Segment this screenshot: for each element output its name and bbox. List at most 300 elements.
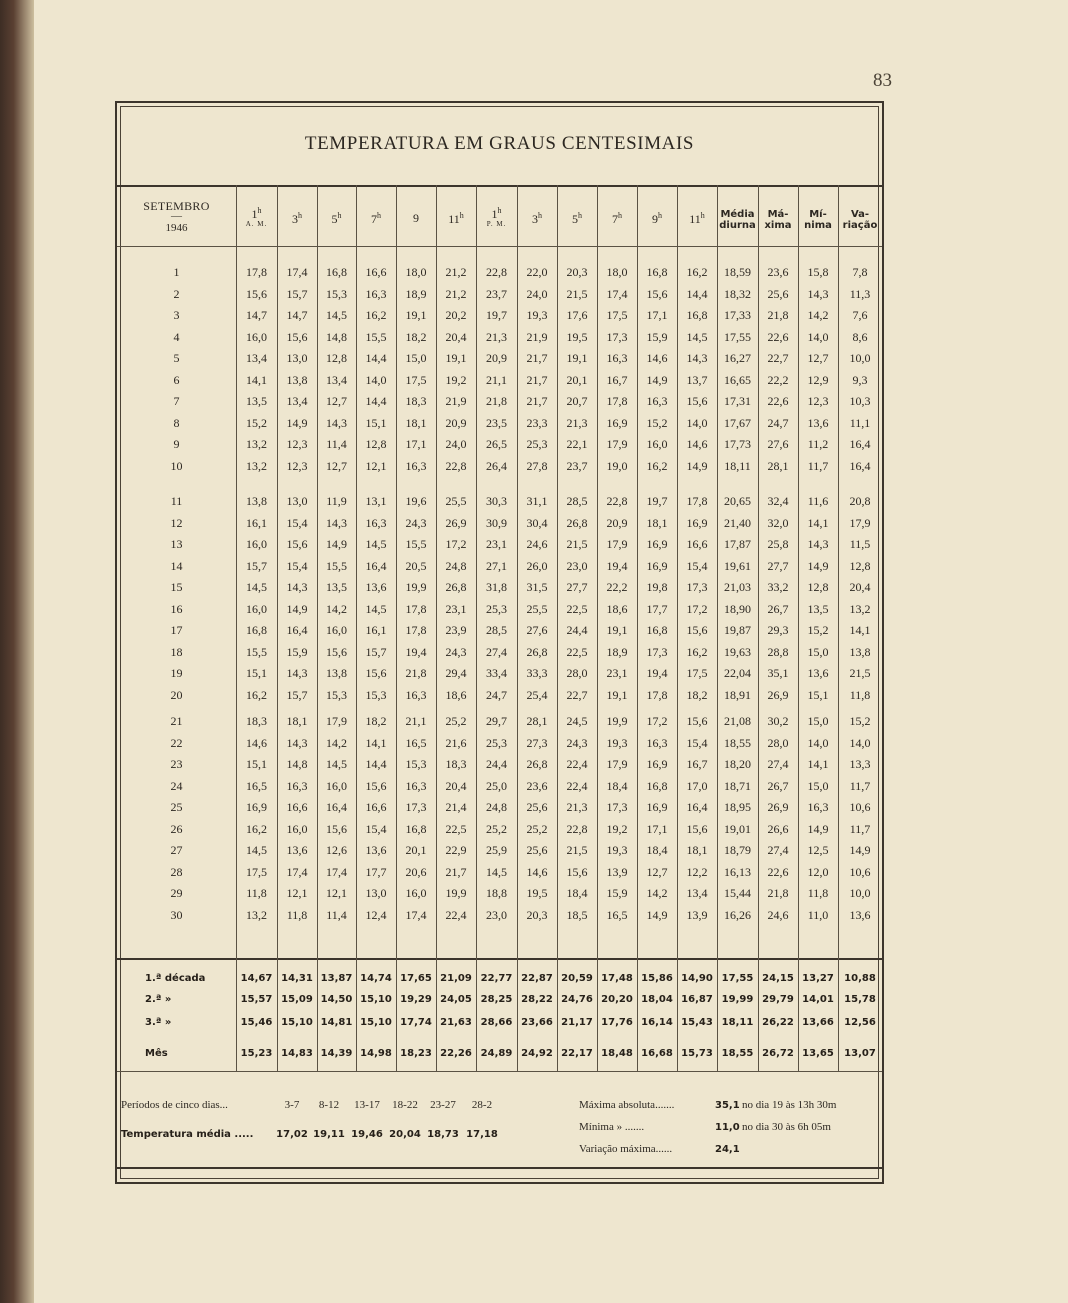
summary-cell: 21,09 (440, 973, 472, 984)
table-cell: 18,3 (405, 394, 427, 408)
table-cell: 12,9 (807, 372, 829, 387)
table-cell: 20,9 (606, 515, 628, 530)
table-cell: 16,7 (606, 372, 628, 387)
table-cell: 16,6 (365, 265, 387, 279)
table-cell: 21,3 (566, 800, 588, 814)
summary-cell: 14,81 (320, 1017, 353, 1028)
row-day: 24 (170, 778, 183, 793)
row-day: 7 (173, 394, 180, 408)
table-cell: 16,0 (246, 329, 267, 344)
table-cell: 23,3 (526, 415, 548, 430)
header-hour-sup: h (257, 206, 262, 215)
table-cell: 17,3 (606, 329, 628, 344)
table-cell: 13,8 (326, 666, 347, 680)
header-hour-sup: h (658, 211, 662, 220)
table-cell: 23,7 (486, 286, 507, 301)
table-cell: 20,8 (849, 494, 871, 508)
table-cell: 21,7 (526, 351, 548, 365)
table-cell: 16,7 (686, 757, 708, 771)
table-cell: 29,7 (486, 714, 507, 728)
max-abs-label: Máxima absoluta....... (579, 1099, 675, 1111)
summary-cell: 14,83 (281, 1048, 313, 1059)
table-cell: 10,3 (849, 394, 871, 408)
table-frame (115, 101, 884, 1184)
table-cell: 13,8 (849, 644, 871, 659)
table-cell: 13,9 (686, 907, 708, 922)
summary-cell: 18,23 (400, 1048, 432, 1059)
table-cell: 28,5 (486, 623, 507, 637)
row-day: 8 (173, 415, 180, 430)
table-cell: 13,6 (807, 666, 829, 680)
table-cell: 16,8 (646, 623, 668, 637)
table-cell: 32,4 (767, 494, 789, 508)
table-cell: 14,1 (807, 515, 829, 530)
table-cell: 17,2 (686, 601, 708, 616)
table-cell: 18,6 (445, 687, 467, 702)
table-cell: 22,8 (486, 265, 507, 279)
table-cell: 18,71 (724, 778, 751, 793)
table-cell: 21,5 (849, 666, 871, 680)
summary-cell: 15,86 (641, 973, 673, 984)
table-cell: 11,8 (807, 886, 829, 900)
table-cell: 19,1 (445, 351, 467, 365)
table-cell: 17,1 (405, 437, 427, 451)
table-cell: 26,4 (486, 458, 507, 473)
table-cell: 19,3 (606, 735, 628, 750)
table-cell: 16,27 (724, 351, 751, 365)
table-cell: 26,9 (445, 515, 467, 530)
row-day: 5 (173, 351, 180, 365)
table-cell: 24,8 (486, 800, 507, 814)
header-stat-4: Va- riação (842, 209, 878, 231)
table-cell: 18,90 (724, 601, 751, 616)
row-day: 18 (170, 644, 183, 659)
summary-cell: 24,89 (480, 1048, 513, 1059)
table-cell: 16,0 (405, 886, 427, 900)
table-cell: 28,1 (526, 714, 548, 728)
table-cell: 21,1 (405, 714, 427, 728)
table-cell: 17,7 (365, 864, 387, 879)
table-cell: 27,3 (526, 735, 548, 750)
table-cell: 15,2 (246, 415, 267, 430)
table-cell: 26,8 (445, 580, 467, 594)
table-cell: 17,8 (646, 687, 668, 702)
table-cell: 14,1 (849, 623, 871, 637)
header-stat-3: Mí- nima (804, 209, 832, 231)
table-cell: 23,6 (526, 778, 548, 793)
header-bottom-rule (117, 246, 882, 247)
table-cell: 18,1 (405, 415, 427, 430)
table-cell: 18,1 (646, 515, 668, 530)
row-day: 23 (170, 757, 183, 771)
table-cell: 15,5 (246, 644, 267, 659)
period-mean: 17,02 (276, 1129, 308, 1140)
table-cell: 19,6 (405, 494, 427, 508)
table-cell: 11,8 (246, 886, 267, 900)
table-cell: 17,4 (606, 286, 628, 301)
table-cell: 17,4 (286, 864, 308, 879)
table-cell: 22,5 (566, 644, 588, 659)
table-cell: 16,65 (724, 372, 751, 387)
table-cell: 22,4 (566, 757, 588, 771)
summary-cell: 13,07 (844, 1048, 876, 1059)
row-day: 10 (170, 458, 183, 473)
table-cell: 25,6 (526, 800, 548, 814)
table-cell: 17,8 (405, 601, 427, 616)
table-cell: 19,1 (606, 623, 628, 637)
table-cell: 13,3 (849, 757, 871, 771)
table-cell: 24,4 (486, 757, 507, 771)
header-hour-12: 11$^h$ (689, 211, 705, 226)
table-cell: 14,0 (686, 415, 708, 430)
table-cell: 26,6 (767, 821, 789, 836)
table-cell: 13,2 (246, 458, 267, 473)
table-cell: 30,3 (486, 494, 507, 508)
table-cell: 23,7 (566, 458, 588, 473)
table-cell: 25,9 (486, 843, 507, 857)
table-cell: 16,3 (405, 458, 427, 473)
summary-cell: 17,55 (721, 973, 754, 984)
table-cell: 17,8 (246, 265, 267, 279)
table-cell: 17,5 (686, 666, 708, 680)
table-cell: 17,55 (724, 329, 751, 344)
table-cell: 14,5 (365, 537, 387, 551)
period-mean: 17,18 (466, 1129, 498, 1140)
table-cell: 12,8 (807, 580, 829, 594)
header-hour-8: 3$^h$ (532, 211, 542, 226)
table-cell: 16,0 (646, 437, 668, 451)
table-cell: 12,7 (807, 351, 829, 365)
table-cell: 15,0 (807, 714, 829, 728)
table-cell: 21,8 (486, 394, 507, 408)
header-hour-sup: h (377, 211, 381, 220)
table-cell: 15,5 (365, 329, 387, 344)
table-cell: 12,1 (286, 886, 308, 900)
table-cell: 16,8 (405, 821, 427, 836)
table-cell: 18,20 (724, 757, 751, 771)
summary-label: Mês (145, 1048, 168, 1059)
table-cell: 26,7 (767, 778, 789, 793)
table-cell: 20,3 (526, 907, 548, 922)
header-top-rule (117, 185, 882, 187)
table-cell: 17,9 (326, 714, 347, 728)
table-cell: 15,6 (286, 329, 308, 344)
table-cell: 16,3 (365, 515, 387, 530)
table-cell: 14,8 (286, 757, 308, 771)
table-cell: 14,0 (849, 735, 871, 750)
table-cell: 11,4 (326, 437, 347, 451)
row-day: 20 (170, 687, 183, 702)
table-cell: 18,6 (606, 601, 628, 616)
table-cell: 21,03 (724, 580, 751, 594)
table-cell: 15,1 (365, 415, 387, 430)
row-day: 16 (170, 601, 183, 616)
summary-cell: 15,73 (681, 1048, 713, 1059)
summary-cell: 16,87 (681, 994, 713, 1005)
summary-cell: 14,39 (320, 1048, 353, 1059)
table-cell: 26,7 (767, 601, 789, 616)
summary-cell: 28,66 (480, 1017, 513, 1028)
table-cell: 15,4 (365, 821, 387, 836)
table-cell: 26,8 (526, 757, 548, 771)
table-cell: 8,6 (852, 329, 868, 344)
table-cell: 20,2 (445, 308, 467, 322)
table-cell: 27,1 (486, 558, 507, 573)
table-cell: 22,8 (606, 494, 628, 508)
table-cell: 16,9 (686, 515, 708, 530)
table-cell: 12,6 (326, 843, 347, 857)
table-cell: 19,7 (486, 308, 507, 322)
table-cell: 16,4 (849, 437, 871, 451)
min-label: Mínima » ....... (579, 1121, 645, 1133)
table-cell: 14,4 (365, 757, 387, 771)
table-cell: 30,9 (486, 515, 507, 530)
table-cell: 24,3 (566, 735, 588, 750)
table-cell: 19,2 (606, 821, 628, 836)
table-cell: 14,3 (286, 735, 308, 750)
summary-label: 3.ª » (145, 1017, 172, 1028)
table-cell: 16,3 (405, 778, 427, 793)
table-cell: 16,2 (365, 308, 387, 322)
table-cell: 22,04 (724, 666, 751, 680)
table-cell: 21,5 (566, 286, 588, 301)
table-cell: 15,3 (326, 286, 347, 301)
table-cell: 27,8 (526, 458, 548, 473)
header-hour-1: 1$^h$ (251, 206, 262, 221)
summary-cell: 14,90 (681, 973, 713, 984)
period-range: 3-7 (284, 1099, 300, 1111)
period-range: 13-17 (354, 1099, 380, 1111)
table-cell: 17,9 (849, 515, 871, 530)
table-cell: 14,6 (646, 351, 668, 365)
table-cell: 20,6 (405, 864, 427, 879)
header-hour-3: 5$^h$ (331, 211, 342, 226)
summary-cell: 18,04 (641, 994, 673, 1005)
table-cell: 15,6 (326, 644, 347, 659)
table-cell: 12,1 (326, 886, 347, 900)
table-cell: 12,2 (686, 864, 708, 879)
row-day: 29 (170, 886, 183, 900)
table-cell: 33,3 (526, 666, 548, 680)
table-cell: 16,2 (686, 265, 708, 279)
row-day: 26 (170, 821, 183, 836)
table-cell: 18,1 (286, 714, 308, 728)
table-cell: 33,2 (767, 580, 789, 594)
table-cell: 25,4 (526, 687, 548, 702)
row-day: 9 (173, 437, 180, 451)
table-cell: 15,6 (365, 666, 387, 680)
summary-cell: 15,10 (281, 1017, 313, 1028)
table-cell: 19,4 (646, 666, 668, 680)
table-cell: 16,6 (365, 800, 387, 814)
summary-cell: 18,55 (721, 1048, 754, 1059)
row-day: 3 (173, 308, 180, 322)
table-cell: 12,7 (326, 394, 347, 408)
table-cell: 15,6 (686, 623, 708, 637)
table-cell: 13,6 (365, 843, 387, 857)
max-abs-when: no dia 19 às 13h 30m (742, 1099, 837, 1111)
table-cell: 19,7 (646, 494, 668, 508)
table-cell: 19,0 (606, 458, 628, 473)
table-cell: 17,67 (724, 415, 751, 430)
table-cell: 15,44 (724, 886, 751, 900)
table-cell: 17,1 (646, 821, 668, 836)
table-cell: 14,2 (807, 308, 829, 322)
table-cell: 22,6 (767, 394, 789, 408)
table-cell: 18,95 (724, 800, 751, 814)
table-cell: 21,7 (445, 864, 467, 879)
table-cell: 18,1 (686, 843, 708, 857)
table-cell: 14,0 (807, 329, 829, 344)
table-cell: 13,0 (365, 886, 387, 900)
table-cell: 18,55 (724, 735, 751, 750)
table-cell: 15,0 (405, 351, 427, 365)
table-cell: 12,3 (286, 458, 308, 473)
table-cell: 13,2 (849, 601, 871, 616)
table-cell: 18,11 (724, 458, 751, 473)
table-cell: 16,8 (646, 265, 668, 279)
summary-cell: 22,87 (521, 973, 553, 984)
period-mean: 20,04 (389, 1129, 421, 1140)
table-cell: 17,4 (326, 864, 347, 879)
table-cell: 16,3 (286, 778, 308, 793)
table-cell: 14,2 (326, 735, 347, 750)
table-cell: 11,4 (326, 907, 347, 922)
table-cell: 15,6 (326, 821, 347, 836)
summary-cell: 15,43 (681, 1017, 713, 1028)
table-cell: 16,9 (606, 415, 628, 430)
table-cell: 14,5 (686, 329, 708, 344)
table-cell: 25,6 (767, 286, 789, 301)
table-cell: 14,9 (646, 372, 668, 387)
table-cell: 16,6 (686, 537, 708, 551)
page-number: 83 (873, 70, 892, 91)
summary-cell: 28,25 (480, 994, 513, 1005)
header-hour-period: P. M. (486, 220, 507, 228)
table-cell: 14,9 (849, 843, 871, 857)
table-cell: 16,0 (326, 778, 347, 793)
table-cell: 24,3 (405, 515, 427, 530)
row-day: 21 (170, 714, 183, 728)
header-hour-10: 7$^h$ (612, 211, 622, 226)
table-cell: 14,3 (807, 537, 829, 551)
header-stat-1: Média diurna (719, 209, 756, 231)
table-cell: 11,7 (849, 821, 871, 836)
table-cell: 18,0 (405, 265, 427, 279)
table-cell: 21,5 (566, 537, 588, 551)
summary-cell: 16,14 (641, 1017, 673, 1028)
table-cell: 11,1 (849, 415, 871, 430)
table-cell: 18,2 (686, 687, 708, 702)
table-cell: 28,8 (767, 644, 789, 659)
summary-cell: 19,29 (400, 994, 432, 1005)
table-cell: 14,4 (686, 286, 708, 301)
summary-cell: 24,92 (521, 1048, 553, 1059)
table-cell: 23,1 (486, 537, 507, 551)
header-hour-sup: h (298, 211, 302, 220)
table-cell: 14,3 (326, 515, 347, 530)
table-cell: 17,87 (724, 537, 751, 551)
header-stat-2: Má- xima (764, 209, 792, 231)
table-cell: 18,32 (724, 286, 751, 301)
summary-cell: 21,63 (440, 1017, 472, 1028)
table-cell: 19,9 (445, 886, 467, 900)
row-day: 22 (170, 735, 183, 750)
table-cell: 18,9 (405, 286, 427, 301)
table-cell: 25,5 (445, 494, 467, 508)
table-cell: 27,6 (526, 623, 548, 637)
table-cell: 21,8 (767, 308, 789, 322)
table-cell: 19,5 (566, 329, 588, 344)
table-cell: 17,73 (724, 437, 751, 451)
table-cell: 14,1 (807, 757, 829, 771)
table-cell: 24,7 (486, 687, 507, 702)
table-cell: 26,5 (486, 437, 507, 451)
table-cell: 23,0 (566, 558, 588, 573)
table-cell: 15,6 (246, 286, 267, 301)
table-cell: 13,1 (365, 494, 387, 508)
table-cell: 13,4 (286, 394, 308, 408)
table-cell: 13,0 (286, 494, 308, 508)
table-cell: 27,6 (767, 437, 789, 451)
table-cell: 13,8 (246, 494, 267, 508)
table-cell: 15,6 (566, 864, 588, 879)
table-cell: 28,0 (566, 666, 588, 680)
summary-bottom-rule (117, 1071, 882, 1072)
table-cell: 13,9 (606, 864, 628, 879)
table-cell: 18,3 (246, 714, 267, 728)
table-cell: 21,9 (526, 329, 548, 344)
table-cell: 12,7 (326, 458, 347, 473)
summary-cell: 24,15 (762, 973, 794, 984)
table-cell: 35,1 (767, 666, 789, 680)
table-cell: 22,1 (566, 437, 588, 451)
min-value: 11,0 (715, 1122, 740, 1133)
table-cell: 15,2 (807, 623, 829, 637)
row-day: 25 (170, 800, 183, 814)
table-cell: 25,6 (526, 843, 548, 857)
table-cell: 26,9 (767, 800, 789, 814)
table-cell: 14,5 (326, 757, 347, 771)
header-hour-6: 11$^h$ (448, 211, 464, 226)
table-cell: 21,5 (566, 843, 588, 857)
max-abs-value: 35,1 (715, 1100, 740, 1111)
table-cell: 16,4 (849, 458, 871, 473)
table-cell: 11,6 (807, 494, 829, 508)
table-cell: 24,3 (445, 644, 467, 659)
table-cell: 16,9 (246, 800, 267, 814)
summary-cell: 14,50 (320, 994, 353, 1005)
table-cell: 15,7 (286, 286, 308, 301)
table-cell: 17,6 (566, 308, 588, 322)
table-cell: 16,8 (246, 623, 267, 637)
table-cell: 10,0 (849, 351, 871, 365)
table-cell: 14,0 (807, 735, 829, 750)
table-cell: 14,0 (365, 372, 387, 387)
table-cell: 16,3 (405, 687, 427, 702)
table-cell: 13,5 (246, 394, 267, 408)
table-cell: 18,91 (724, 687, 751, 702)
summary-cell: 24,76 (561, 994, 593, 1005)
table-cell: 16,0 (286, 821, 308, 836)
header-hour-9: 5$^h$ (572, 211, 582, 226)
table-cell: 24,6 (767, 907, 789, 922)
table-cell: 18,8 (486, 886, 507, 900)
table-cell: 25,2 (445, 714, 467, 728)
table-cell: 17,3 (606, 800, 628, 814)
table-cell: 31,5 (526, 580, 548, 594)
table-cell: 12,8 (849, 558, 871, 573)
